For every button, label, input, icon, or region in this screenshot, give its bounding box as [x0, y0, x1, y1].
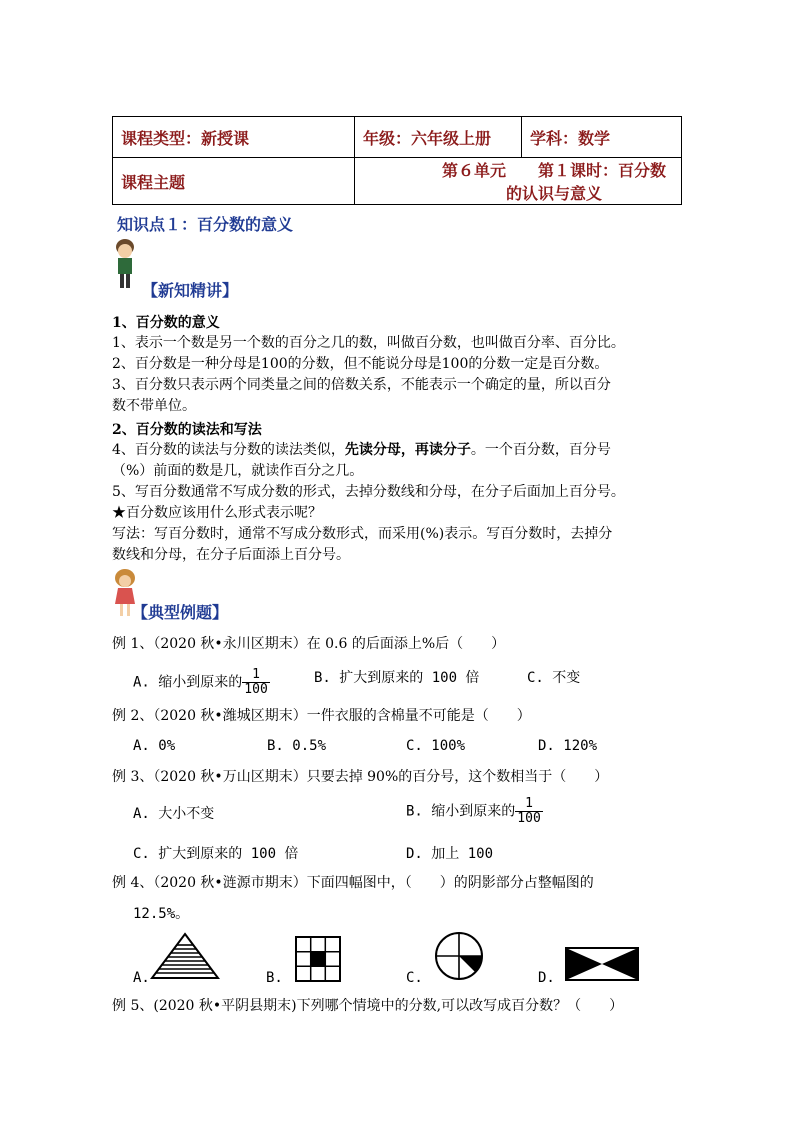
read-write-line-4b: （%）前面的数是几，就读作百分之几。 — [112, 463, 364, 479]
course-type: 课程类型：新授课 — [113, 117, 355, 158]
knowledge-point-title: 知识点１：百分数的意义 — [117, 215, 294, 234]
read-write-star: ★百分数应该用什么形式表示呢？ — [112, 505, 322, 521]
example-2-question: 例 2、（2020 秋•潍城区期末）一件衣服的含棉量不可能是（ ） — [112, 708, 531, 724]
example-2-option-d: D. 120% — [538, 738, 598, 754]
read-write-line-5: 5、写百分数通常不写成分数的形式，去掉分数线和分母，在分子后面加上百分号。 — [112, 484, 625, 500]
example-4-option-a: A. — [133, 970, 150, 986]
example-2-option-a: A. 0% — [133, 738, 176, 754]
fraction: $\frac{1}{100}$ — [244, 667, 268, 697]
example-4-option-d: D. — [538, 970, 555, 986]
striped-triangle-figure — [150, 932, 220, 980]
example-1-option-b: B. 扩大到原来的 100 倍 — [314, 670, 480, 686]
topic-value: 第６单元 第１课时：百分数的认识与意义 — [355, 158, 682, 205]
grid-square-figure — [295, 936, 341, 982]
course-info-table — [112, 116, 682, 205]
circle-sector-figure — [434, 931, 484, 981]
topic-label: 课程主题 — [113, 158, 355, 205]
example-4-option-c: C. — [406, 970, 423, 986]
example-1-question: 例 1、（2020 秋•永川区期末）在 0.6 的后面添上%后（ ） — [112, 636, 506, 652]
meaning-line-2: 2、百分数是一种分母是100的分数，但不能说分母是100的分数一定是百分数。 — [112, 356, 609, 372]
example-2-option-c: C. 100% — [406, 738, 466, 754]
subject: 学科：数学 — [522, 117, 682, 158]
example-4-question: 例 4、（2020 秋•涟源市期末）下面四幅图中，（ ）的阴影部分占整幅图的 — [112, 875, 594, 891]
example-3-option-c: C. 扩大到原来的 100 倍 — [133, 846, 299, 862]
section-examples: 【典型例题】 — [132, 603, 229, 622]
example-1-option-a: A. 缩小到原来的 $\frac{1}{100}$ — [133, 667, 268, 697]
meaning-title: 1、百分数的意义 — [112, 315, 220, 331]
example-4-question-cont: 12.5%。 — [133, 906, 190, 922]
boy-figure-icon — [112, 238, 138, 290]
fraction: $\frac{1}{100}$ — [517, 796, 541, 826]
meaning-line-3: 3、百分数只表示两个同类量之间的倍数关系，不能表示一个确定的量，所以百分 — [112, 377, 611, 393]
read-write-method-2: 数线和分母，在分子后面添上百分号。 — [112, 547, 350, 563]
example-3-option-d: D. 加上 100 — [406, 846, 494, 862]
example-3-question: 例 3、（2020 秋•万山区期末）只要去掉 90%的百分号，这个数相当于（ ） — [112, 769, 609, 785]
meaning-line-1: 1、表示一个数是另一个数的百分之几的数，叫做百分数，也叫做百分率、百分比。 — [112, 335, 625, 351]
example-3-option-b: B. 缩小到原来的 $\frac{1}{100}$ — [406, 796, 541, 826]
meaning-line-4: 数不带单位。 — [112, 398, 196, 414]
bowtie-rectangle-figure — [565, 947, 639, 981]
example-1-option-c: C. 不变 — [527, 670, 581, 686]
grade: 年级：六年级上册 — [355, 117, 522, 158]
section-new-knowledge: 【新知精讲】 — [142, 281, 239, 300]
example-3-option-a: A. 大小不变 — [133, 806, 215, 822]
read-write-method-1: 写法：写百分数时，通常不写成分数形式，而采用(%)表示。写百分数时，去掉分 — [112, 526, 613, 542]
example-5-question: 例 5、(2020 秋•平阴县期末)下列哪个情境中的分数,可以改写成百分数？（ ） — [112, 998, 624, 1014]
read-write-title: 2、百分数的读法和写法 — [112, 422, 262, 438]
read-write-line-4: 4、百分数的读法与分数的读法类似，先读分母，再读分子。一个百分数，百分号 — [112, 442, 611, 458]
example-4-option-b: B. — [266, 970, 283, 986]
example-2-option-b: B. 0.5% — [267, 738, 327, 754]
